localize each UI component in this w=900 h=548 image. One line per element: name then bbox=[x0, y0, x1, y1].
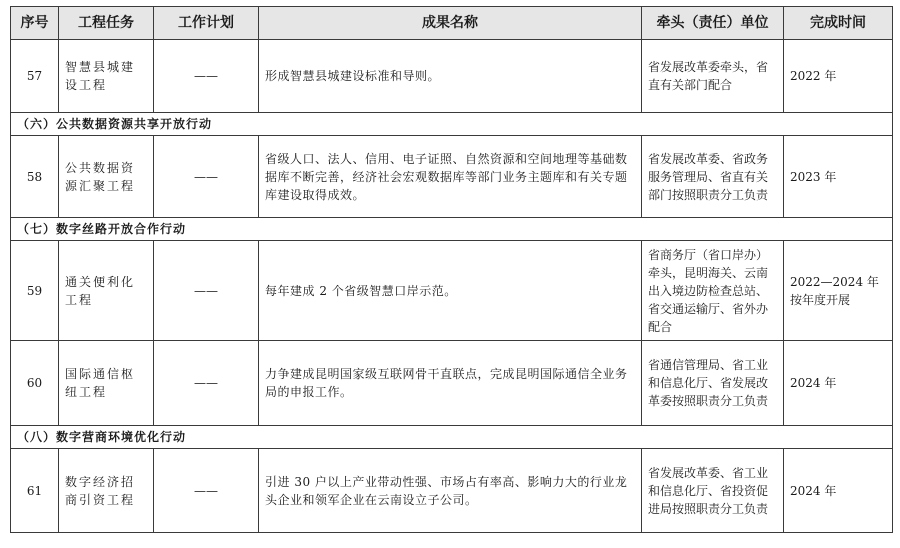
row-unit: 省发展改革委、省工业和信息化厅、省投资促进局按照职责分工负责 bbox=[642, 449, 784, 533]
row-unit: 省发展改革委、省政务服务管理局、省直有关部门按照职责分工负责 bbox=[642, 136, 784, 218]
table-row bbox=[11, 241, 893, 341]
row-time: 2024 年 bbox=[784, 341, 893, 426]
header-plan: 工作计划 bbox=[154, 7, 259, 40]
section-title: （七）数字丝路开放合作行动 bbox=[11, 218, 893, 241]
row-plan: —— bbox=[154, 449, 259, 533]
row-time: 2024 年 bbox=[784, 449, 893, 533]
header-no: 序号 bbox=[11, 7, 59, 40]
row-unit: 省商务厅（省口岸办）牵头，昆明海关、云南出入境边防检查总站、省交通运输厅、省外办配合 bbox=[642, 241, 784, 341]
table-row bbox=[11, 136, 893, 218]
header-time: 完成时间 bbox=[784, 7, 893, 40]
table-row bbox=[11, 341, 893, 426]
row-result: 形成智慧县城建设标准和导则。 bbox=[259, 40, 642, 113]
row-unit: 省通信管理局、省工业和信息化厅、省发展改革委按照职责分工负责 bbox=[642, 341, 784, 426]
section-row bbox=[11, 426, 893, 449]
row-no: 59 bbox=[11, 241, 59, 341]
row-time: 2022 年 bbox=[784, 40, 893, 113]
row-plan: —— bbox=[154, 241, 259, 341]
row-plan: —— bbox=[154, 341, 259, 426]
header-task: 工程任务 bbox=[59, 7, 154, 40]
row-plan: —— bbox=[154, 40, 259, 113]
row-result: 力争建成昆明国家级互联网骨干直联点，完成昆明国际通信全业务局的申报工作。 bbox=[259, 341, 642, 426]
row-unit: 省发展改革委牵头，省直有关部门配合 bbox=[642, 40, 784, 113]
header-result: 成果名称 bbox=[259, 7, 642, 40]
row-plan: —— bbox=[154, 136, 259, 218]
row-task: 公共数据资源汇聚工程 bbox=[59, 136, 154, 218]
row-task: 通关便利化工程 bbox=[59, 241, 154, 341]
row-task: 数字经济招商引资工程 bbox=[59, 449, 154, 533]
task-table bbox=[10, 6, 893, 533]
table-row bbox=[11, 449, 893, 533]
row-time: 2022—2024 年按年度开展 bbox=[784, 241, 893, 341]
table-row bbox=[11, 40, 893, 113]
header-row bbox=[11, 7, 893, 40]
row-no: 60 bbox=[11, 341, 59, 426]
section-row bbox=[11, 113, 893, 136]
header-unit: 牵头（责任）单位 bbox=[642, 7, 784, 40]
row-no: 61 bbox=[11, 449, 59, 533]
section-title: （八）数字营商环境优化行动 bbox=[11, 426, 893, 449]
row-no: 57 bbox=[11, 40, 59, 113]
row-task: 国际通信枢纽工程 bbox=[59, 341, 154, 426]
row-result: 引进 30 户以上产业带动性强、市场占有率高、影响力大的行业龙头企业和领军企业在云南设立子公司。 bbox=[259, 449, 642, 533]
row-task: 智慧县城建设工程 bbox=[59, 40, 154, 113]
section-row bbox=[11, 218, 893, 241]
row-result: 每年建成 2 个省级智慧口岸示范。 bbox=[259, 241, 642, 341]
row-no: 58 bbox=[11, 136, 59, 218]
section-title: （六）公共数据资源共享开放行动 bbox=[11, 113, 893, 136]
row-time: 2023 年 bbox=[784, 136, 893, 218]
row-result: 省级人口、法人、信用、电子证照、自然资源和空间地理等基础数据库不断完善，经济社会宏观数据库等部门业务主题库和有关专题库建设取得成效。 bbox=[259, 136, 642, 218]
